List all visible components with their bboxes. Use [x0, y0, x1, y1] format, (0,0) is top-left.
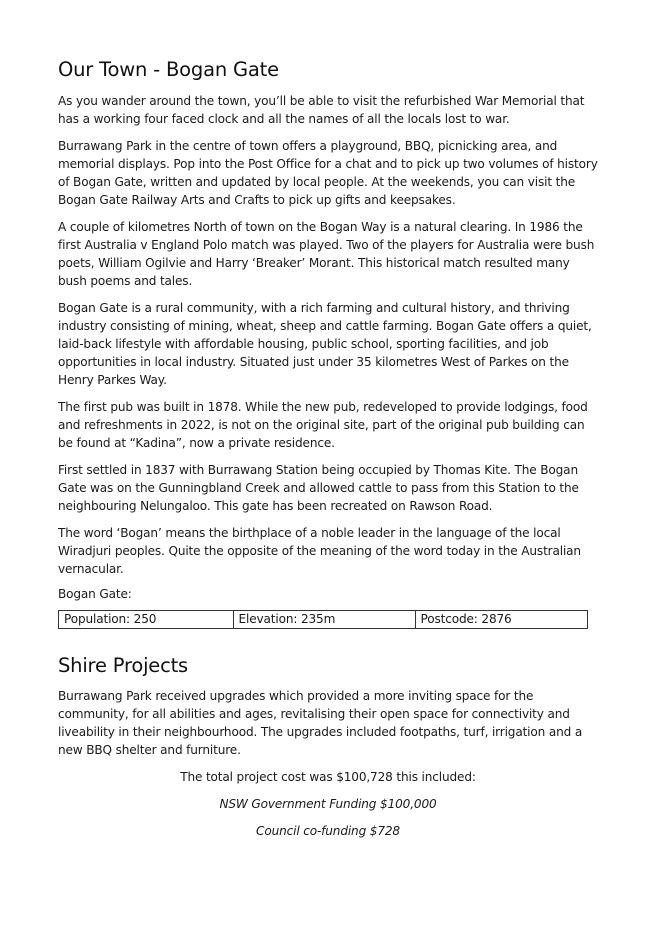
facts-table	[58, 610, 588, 629]
elevation-cell: Elevation: 235m	[233, 611, 415, 629]
town-description	[58, 92, 598, 629]
total-project-cost: The total project cost was $100,728 this included:	[180, 770, 476, 784]
page-title: Our Town - Bogan Gate	[58, 58, 279, 81]
table-row	[59, 611, 588, 629]
postcode-cell: Postcode: 2876	[415, 611, 587, 629]
paragraph-park-upgrades: Burrawang Park received upgrades which provided a more inviting space for the community, for all abilities and ages, revitalising their open space for connectivity and liveability in their neighbourhood. The upgrades included footpaths, turf, irrigation and a new BBQ shelter and furniture.	[58, 689, 583, 757]
shire-projects-body	[58, 687, 598, 849]
paragraph-burrawang-park: Burrawang Park in the centre of town offers a playground, BBQ, picnicking area, and memorial displays. Pop into the Post Office for a chat and to pick up two volumes of history of Bogan Gate, written and updated by local people. At the weekends, you can visit the Bogan Gate Railway Arts and Crafts to pick up gifts and keepsakes.	[58, 139, 598, 207]
paragraph-first-pub: The first pub was built in 1878. While the new pub, redeveloped to provide lodgings, food and refreshments in 2022, is not on the original site, part of the original pub building can be found at “Kadina”, now a private residence.	[58, 400, 588, 450]
council-funding: Council co-funding $728	[256, 824, 400, 838]
population-cell: Population: 250	[59, 611, 234, 629]
paragraph-polo-match: A couple of kilometres North of town on the Bogan Way is a natural clearing. In 1986 the first Australia v England Polo match was played. Two of the players for Australia were bush poets, William Ogilvie and Harry ‘Breaker’ Morant. This historical match resulted many bush poems and tales.	[58, 220, 595, 288]
section-heading-shire-projects: Shire Projects	[58, 654, 189, 677]
paragraph-war-memorial: As you wander around the town, you’ll be able to visit the refurbished War Memorial that has a working four faced clock and all the names of all the locals lost to war.	[58, 94, 585, 126]
facts-label: Bogan Gate:	[58, 587, 132, 601]
paragraph-first-settled: First settled in 1837 with Burrawang Station being occupied by Thomas Kite. The Bogan Gate was on the Gunningbland Creek and allowed cattle to pass from this Station to the neighbouring Nelungaloo. This gate has been recreated on Rawson Road.	[58, 463, 579, 513]
paragraph-rural-community: Bogan Gate is a rural community, with a rich farming and cultural history, and thriving industry consisting of mining, wheat, sheep and cattle farming. Bogan Gate offers a quiet, laid-back lifestyle with affordable housing, public school, sporting facilities, and job opportunities in local industry. Situated just under 35 kilometres West of Parkes on the Henry Parkes Way.	[58, 301, 592, 387]
paragraph-word-bogan: The word ‘Bogan’ means the birthplace of a noble leader in the language of the local Wiradjuri peoples. Quite the opposite of the meaning of the word today in the Australian vernacular.	[58, 526, 581, 576]
nsw-funding: NSW Government Funding $100,000	[219, 797, 437, 811]
